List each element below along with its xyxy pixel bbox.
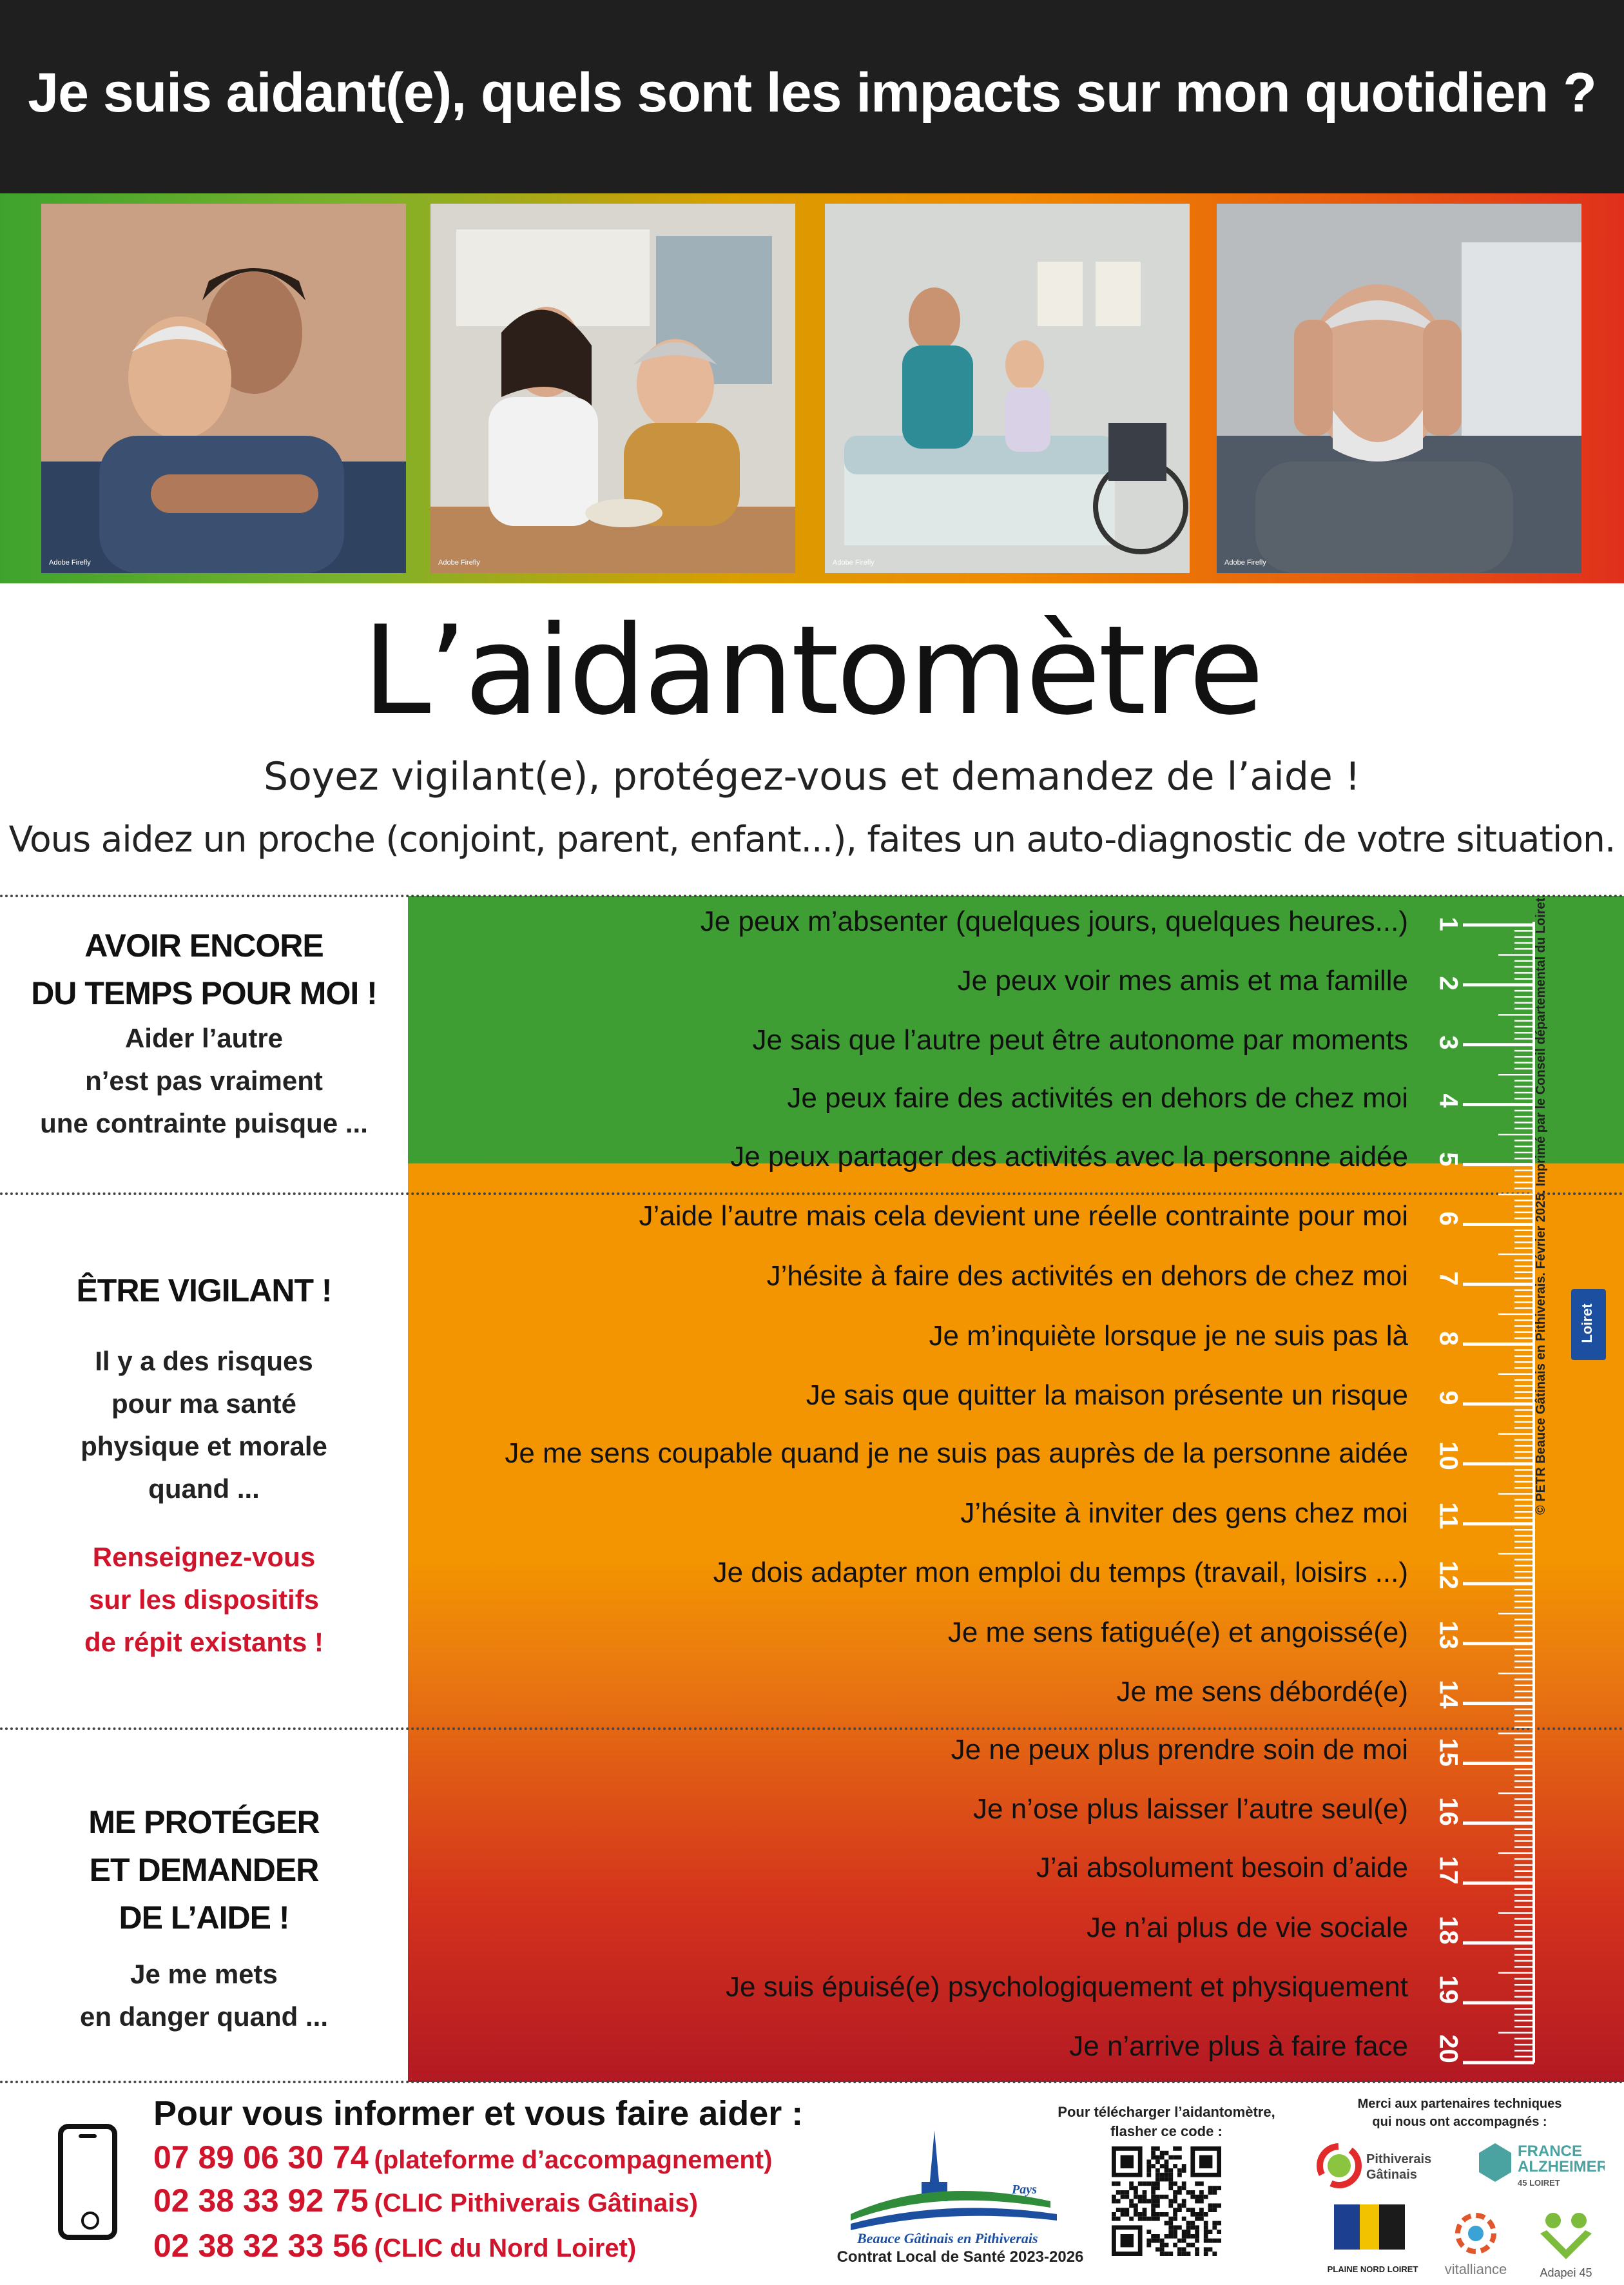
france-alzheimer-l3: 45 LOIRET <box>1518 2178 1560 2188</box>
scale-number: 18 <box>1434 1916 1463 1945</box>
statement-text: Je n’arrive plus à faire face <box>1069 2030 1408 2062</box>
statement-text: J’hésite à faire des activités en dehors de chez moi <box>766 1260 1408 1292</box>
section-alert-line: sur les dispositifs <box>88 1584 320 1615</box>
partners-label-line: qui nous ont accompagnés : <box>1372 2115 1547 2129</box>
photo-bedroom <box>825 204 1190 573</box>
section-body-line: physique et morale <box>81 1431 327 1461</box>
section-body-line: Il y a des risques <box>95 1346 313 1376</box>
section-head-line: ET DEMANDER <box>89 1852 319 1888</box>
statement-text: Je suis épuisé(e) psychologiquement et physiquement <box>725 1971 1408 2003</box>
statement-text: Je sais que quitter la maison présente un risque <box>806 1379 1408 1411</box>
partner-adapei-logo <box>1527 2204 1605 2282</box>
statement-text: Je peux faire des activités en dehors de chez moi <box>787 1082 1408 1114</box>
header-bar <box>0 0 1624 193</box>
copyright-note: © PETR Beauce Gâtinais en Pithiverais. Février 2025. Imprimé par le Conseil départemental du Loiret. <box>1534 894 1548 1515</box>
scale-number: 17 <box>1434 1856 1463 1885</box>
contact-phone[interactable]: 02 38 32 33 56 <box>153 2228 369 2264</box>
statement-text: Je m’inquiète lorsque je ne suis pas là <box>929 1320 1408 1352</box>
pithiverais-sub: Gâtinais <box>1366 2168 1417 2182</box>
section-alert-line: de répit existants ! <box>84 1627 324 1657</box>
adapei-name: Adapei 45 <box>1540 2266 1592 2279</box>
scale-number: 4 <box>1434 1093 1463 1108</box>
section-head-line: DU TEMPS POUR MOI ! <box>31 975 377 1011</box>
scale-number: 19 <box>1434 1975 1463 2004</box>
section-alert-line: Renseignez-vous <box>92 1542 316 1572</box>
section-green <box>0 922 408 1145</box>
contact-line <box>153 2227 636 2264</box>
scale-number: 1 <box>1434 917 1463 931</box>
section-red <box>0 1798 408 2038</box>
statement-text: Je peux voir mes amis et ma famille <box>957 965 1408 997</box>
section-body-line: une contrainte puisque ... <box>40 1108 368 1138</box>
pithiverais-name: Pithiverais <box>1366 2152 1432 2166</box>
scale-number: 13 <box>1434 1620 1463 1649</box>
scale-number: 10 <box>1434 1441 1463 1470</box>
subtitle: Soyez vigilant(e), protégez-vous et demandez de l’aide ! <box>264 754 1360 799</box>
scale-number: 16 <box>1434 1797 1463 1826</box>
section-body-line: en danger quand ... <box>79 2001 329 2032</box>
section-body-line: n’est pas vraiment <box>85 1065 323 1096</box>
qr-code[interactable] <box>1112 2146 1221 2256</box>
scale-number: 14 <box>1434 1680 1463 1709</box>
scale-number: 7 <box>1434 1271 1463 1286</box>
header-title: Je suis aidant(e), quels sont les impacts sur mon quotidien ? <box>28 62 1596 124</box>
contact-label: (plateforme d’accompagnement) <box>374 2146 773 2174</box>
scale-number: 8 <box>1434 1331 1463 1346</box>
loiret-badge-label: Loiret <box>1579 1303 1595 1343</box>
statement-text: J’aide l’autre mais cela devient une réelle contrainte pour moi <box>639 1200 1408 1232</box>
photo-father-son <box>41 204 406 573</box>
statement-text: Je n’ai plus de vie sociale <box>1087 1912 1408 1943</box>
qr-label <box>1031 2103 1302 2141</box>
section-head-line: ME PROTÉGER <box>88 1804 320 1840</box>
statement-text: Je me sens débordé(e) <box>1116 1676 1408 1707</box>
footer-title: Pour vous informer et vous faire aider : <box>153 2094 804 2133</box>
vitalliance-name: vitalliance <box>1444 2261 1507 2277</box>
divider <box>0 1727 1624 1730</box>
section-head-line: ÊTRE VIGILANT ! <box>76 1272 332 1308</box>
contrat-label: Contrat Local de Santé 2023-2026 <box>836 2248 1084 2266</box>
contact-label: (CLIC du Nord Loiret) <box>374 2234 637 2262</box>
divider <box>0 895 1624 897</box>
photo-credit: Adobe Firefly <box>833 559 875 567</box>
contact-line <box>153 2139 772 2176</box>
smartphone-icon <box>58 2124 117 2240</box>
photo-credit: Adobe Firefly <box>49 559 91 567</box>
scale-number: 15 <box>1434 1738 1463 1767</box>
loiret-badge <box>1571 1289 1606 1360</box>
plaine-name: PLAINE NORD LOIRET <box>1327 2264 1418 2274</box>
divider <box>0 1192 1624 1195</box>
statement-text: Je peux m’absenter (quelques jours, quelques heures...) <box>700 906 1408 937</box>
main-title: L’aidantomètre <box>362 599 1262 742</box>
statement-text: Je sais que l’autre peut être autonome par moments <box>752 1024 1408 1056</box>
photo-credit: Adobe Firefly <box>1224 559 1266 567</box>
section-body-line: Aider l’autre <box>124 1023 284 1053</box>
scale-number: 20 <box>1434 2034 1463 2063</box>
section-body-line: pour ma santé <box>111 1388 297 1419</box>
scale-panel <box>408 896 1624 2082</box>
partner-pithiverais-logo <box>1315 2140 1450 2192</box>
section-body-line: Je me mets <box>130 1959 278 1989</box>
qr-label-line: Pour télécharger l’aidantomètre, <box>1058 2104 1275 2120</box>
section-orange <box>0 1267 408 1664</box>
statement-text: Je peux partager des activités avec la personne aidée <box>730 1141 1408 1172</box>
scale-number: 3 <box>1434 1035 1463 1050</box>
partners-label <box>1321 2095 1598 2131</box>
statement-text: J’ai absolument besoin d’aide <box>1036 1852 1408 1883</box>
intro-text: Vous aidez un proche (conjoint, parent, enfant...), faites un auto-diagnostic de votre situation. <box>8 819 1616 860</box>
partner-vitalliance-logo <box>1431 2204 1521 2282</box>
photo-feeding <box>430 204 795 573</box>
statement-text: J’hésite à inviter des gens chez moi <box>960 1497 1408 1529</box>
statement-text: Je me sens coupable quand je ne suis pas auprès de la personne aidée <box>505 1437 1408 1469</box>
partner-plaine-logo <box>1315 2201 1431 2282</box>
scale-number: 5 <box>1434 1152 1463 1167</box>
photo-strip <box>0 193 1624 583</box>
scale-number: 9 <box>1434 1390 1463 1405</box>
qr-label-line: flasher ce code : <box>1110 2123 1223 2139</box>
statement-text: Je ne peux plus prendre soin de moi <box>951 1734 1408 1765</box>
partners-label-line: Merci aux partenaires techniques <box>1357 2097 1562 2111</box>
scale-number: 6 <box>1434 1211 1463 1226</box>
section-head-line: AVOIR ENCORE <box>84 928 324 964</box>
contact-label: (CLIC Pithiverais Gâtinais) <box>374 2189 698 2217</box>
photo-credit: Adobe Firefly <box>438 559 480 567</box>
contact-phone[interactable]: 02 38 33 92 75 <box>153 2183 369 2219</box>
contact-phone[interactable]: 07 89 06 30 74 <box>153 2139 369 2175</box>
section-body-line: quand ... <box>148 1473 260 1504</box>
scale-number: 2 <box>1434 976 1463 991</box>
statement-text: Je n’ose plus laisser l’autre seul(e) <box>973 1793 1408 1825</box>
pays-logo-line1: Pays <box>1012 2183 1037 2197</box>
scale-number: 12 <box>1434 1561 1463 1590</box>
france-alzheimer-l1: FRANCE <box>1518 2143 1582 2160</box>
section-head-line: DE L’AIDE ! <box>119 1900 289 1936</box>
gauge-ruler <box>1463 896 1540 2082</box>
divider <box>0 2081 1624 2083</box>
scale-number: 11 <box>1434 1502 1463 1530</box>
france-alzheimer-l2: ALZHEIMER <box>1518 2158 1605 2175</box>
pays-logo-line2: Beauce Gâtinais en Pithiverais <box>857 2230 1038 2246</box>
photo-worried-man <box>1217 204 1581 573</box>
partner-france-alzheimer-logo <box>1476 2130 1605 2195</box>
contact-line <box>153 2182 698 2219</box>
statement-text: Je dois adapter mon emploi du temps (travail, loisirs ...) <box>713 1557 1408 1588</box>
statement-text: Je me sens fatigué(e) et angoissé(e) <box>947 1617 1408 1648</box>
